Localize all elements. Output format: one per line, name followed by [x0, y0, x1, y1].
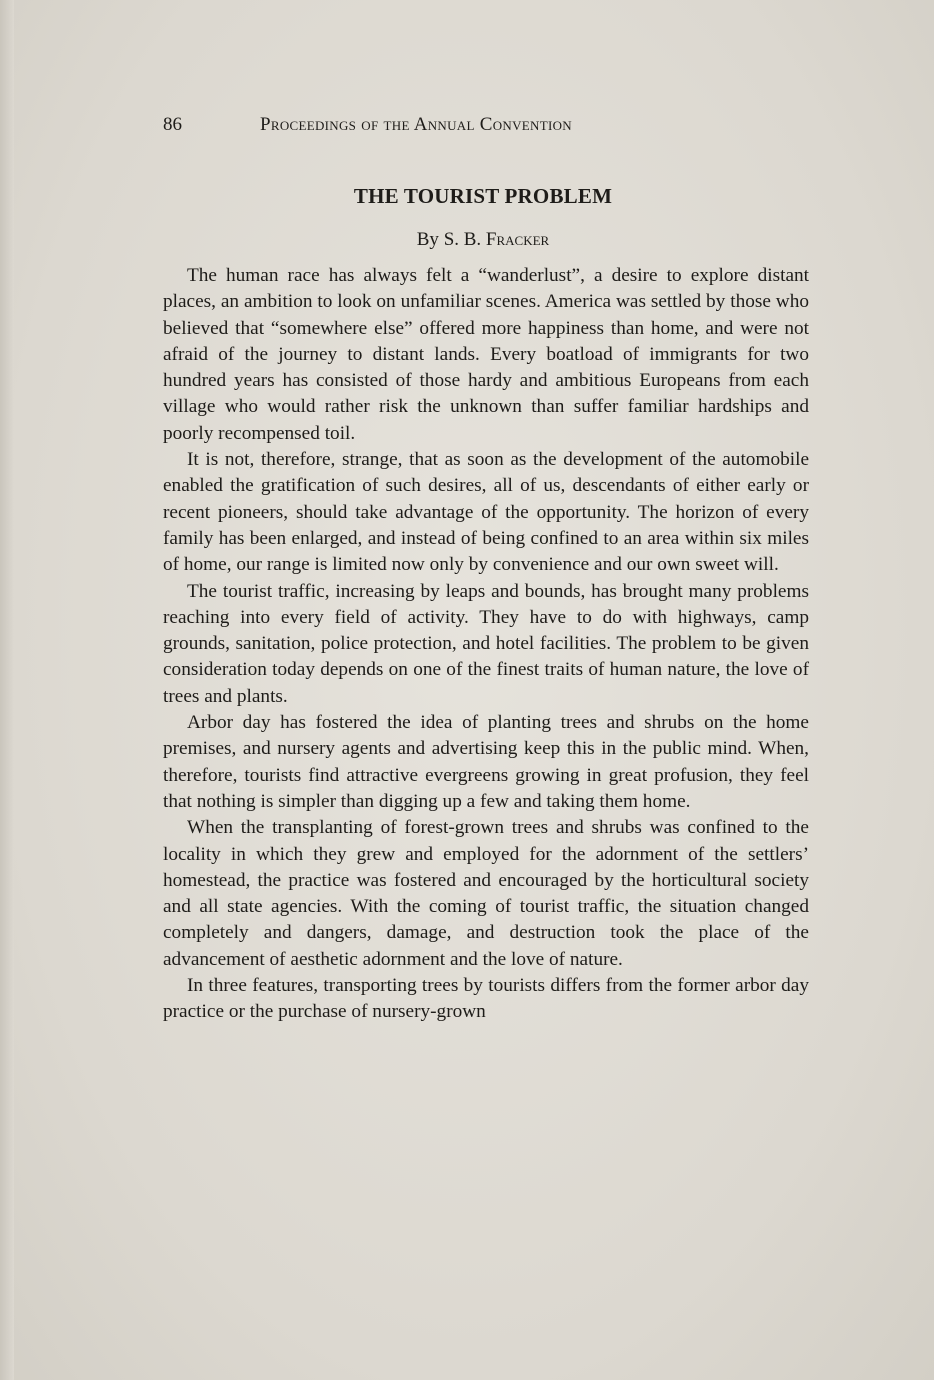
paragraph: In three features, transporting trees by tourists differs from the former arbor day practice or the purchase of nursery-grown — [163, 975, 809, 1023]
article-body — [163, 263, 809, 1026]
paragraph: It is not, therefore, strange, that as soon as the development of the automobile enabled the gratification of such desires, all of us, descendants of either early or recent pioneers, should take advantage of the opportunity. The horizon of every family has been enlarged, and instead of being confined to an area within six miles of home, our range is limited now only by convenience and our own sweet will. — [163, 449, 809, 576]
paragraph: Arbor day has fostered the idea of planting trees and shrubs on the home premises, and nursery agents and advertising keep this in the public mind. When, therefore, tourists find attractive evergreens growing in great profusion, they feel that nothing is simpler than digging up a few and taking them home. — [163, 712, 809, 812]
paragraph: The tourist traffic, increasing by leaps and bounds, has brought many problems reaching into every field of activity. They have to do with highways, camp grounds, sanitation, police protection, and hotel facilities. The problem to be given consideration today depends on one of the finest traits of human nature, the love of trees and plants. — [163, 580, 809, 707]
byline-prefix: By — [416, 229, 439, 250]
byline — [163, 229, 803, 251]
page-header — [163, 114, 723, 140]
article-title: THE TOURIST PROBLEM — [353, 184, 613, 208]
page-gutter — [0, 0, 14, 1380]
running-head: Proceedings of the Annual Convention — [260, 114, 572, 135]
paragraph: When the transplanting of forest-grown trees and shrubs was confined to the locality in which they grew and employed for the adornment of the settlers’ homestead, the practice was fostered and encouraged by the horticultural society and all state agencies. With the coming of tourist traffic, the situation changed completely and dangers, damage, and destruction took the place of the advancement of aesthetic adornment and the love of nature. — [163, 817, 809, 970]
page-number: 86 — [163, 114, 182, 135]
paragraph: The human race has always felt a “wanderlust”, a desire to explore distant places, an ambition to look on unfamiliar scenes. America was settled by those who believed that “somewhere else” offered more happiness than home, and were not afraid of the journey to distant lands. Every boatload of immigrants for two hundred years has consisted of those hardy and ambitious Europeans from each village who would rather risk the unknown than suffer familiar hardships and poorly recompensed toil. — [163, 265, 809, 444]
author-name: S. B. Fracker — [443, 229, 550, 250]
